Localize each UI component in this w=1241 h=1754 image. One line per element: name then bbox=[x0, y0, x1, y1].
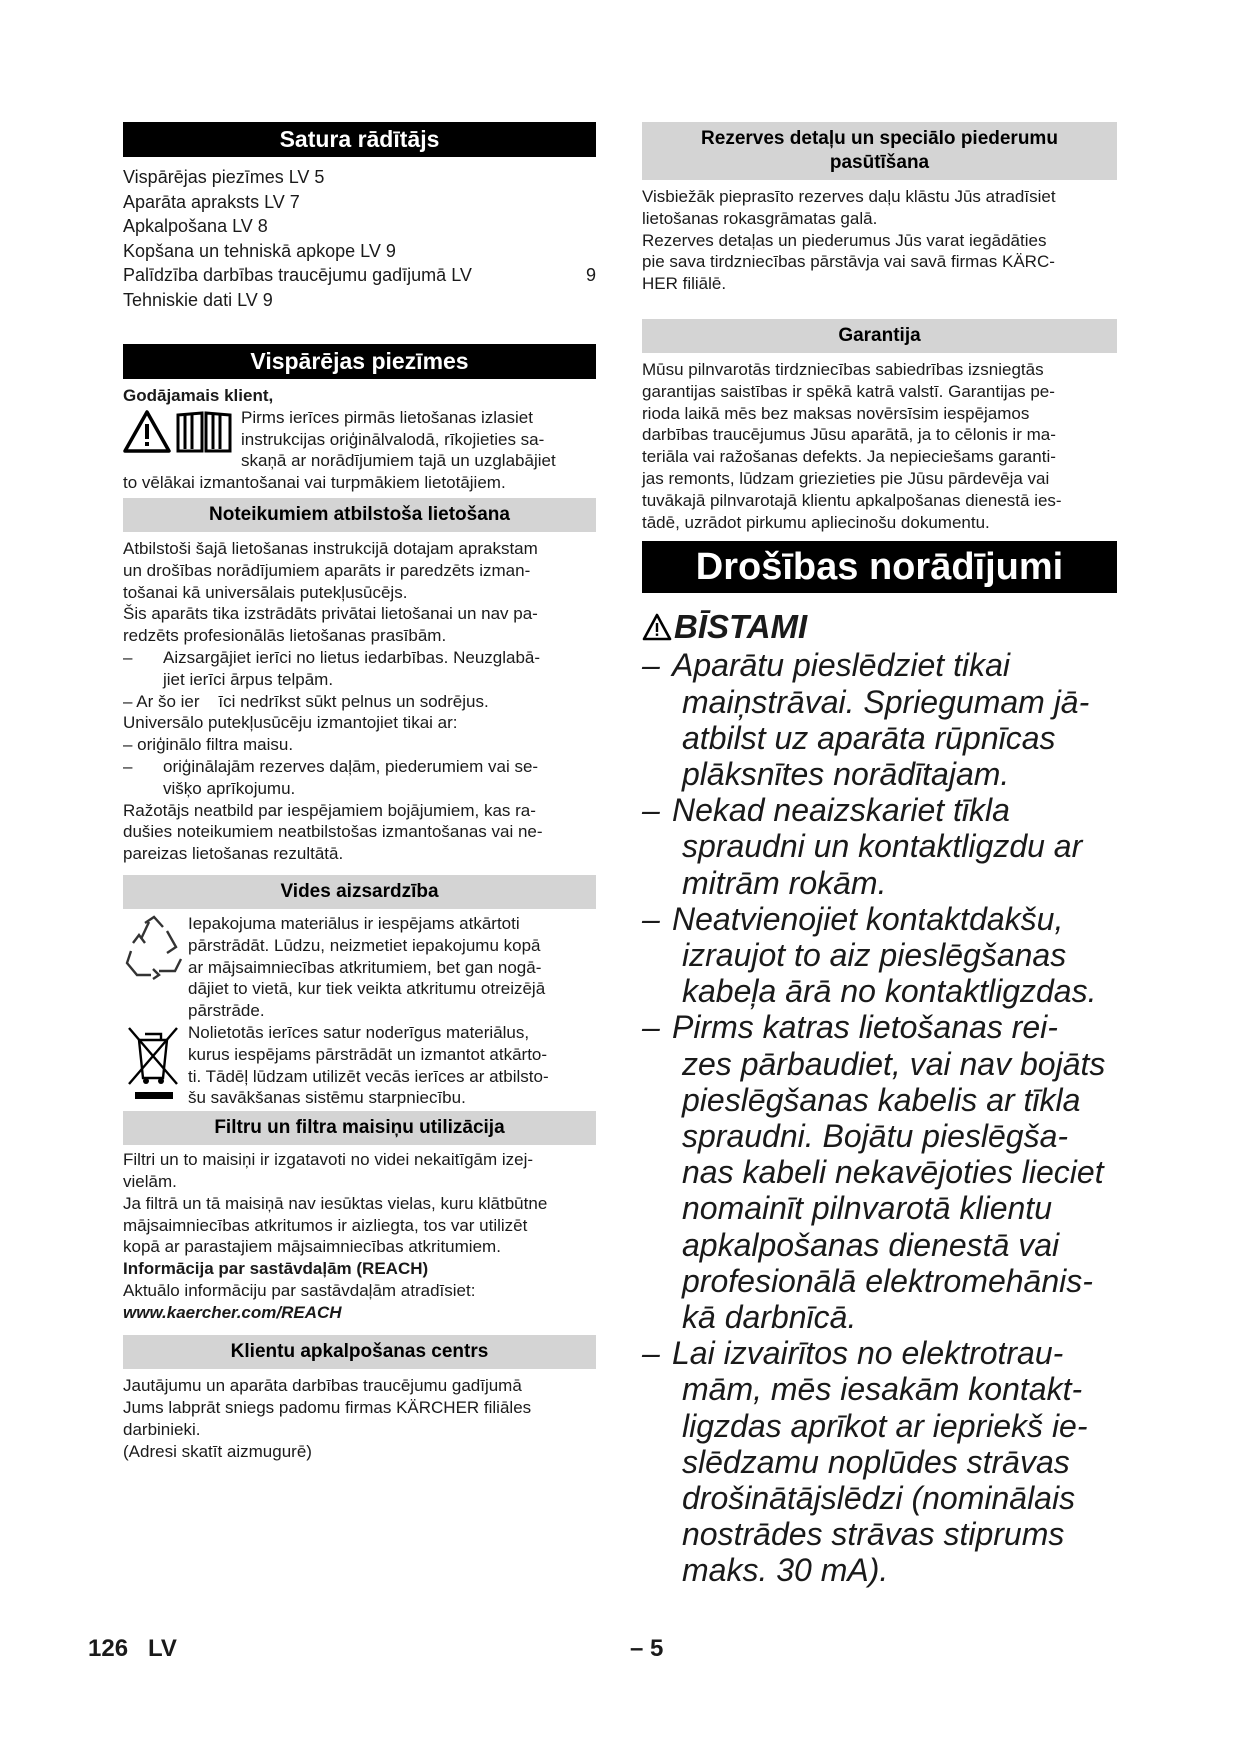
list-item: – Ar šo ier īci nedrīkst sūkt pelnus un sodrējus. bbox=[123, 691, 489, 711]
open-book-icon bbox=[175, 409, 233, 453]
toc-title: Satura rādītājs bbox=[123, 122, 596, 157]
environment-block-recycle: Iepakojuma materiālus ir iespējams atkārtoti pārstrādāt. Lūdzu, neizmetiet iepakojumu kopā ar mājsaimniecības atkritumiem, bet gan nogā- dājiet to vietā, kur tiek veikta atkritumu otreizējā pārstrāde. bbox=[123, 913, 596, 1022]
left-column bbox=[123, 122, 596, 1463]
warning-triangle-icon bbox=[642, 613, 672, 641]
toc-item[interactable]: Tehniskie dati LV 9 bbox=[123, 289, 273, 310]
toc-list bbox=[123, 165, 596, 312]
list-item: – Aizsargājiet ierīci no lietus iedarbības. Neuzglabā- jiet ierīci ārpus telpām. bbox=[123, 647, 541, 689]
salutation: Godājamais klient, bbox=[123, 386, 274, 405]
toc-item[interactable]: Vispārējas piezīmes LV 5 bbox=[123, 167, 325, 187]
crossed-bin-icon bbox=[123, 1022, 185, 1102]
danger-label: BĪSTAMI bbox=[674, 608, 808, 646]
reach-title: Informācija par sastāvdaļām (REACH) bbox=[123, 1259, 429, 1279]
filters-body: Filtri un to maisiņi ir izgatavoti no videi nekaitīgām izej- vielām. Ja filtrā un tā maisiņā nav iesūktas vielas, kuru klātbūtne mājsaimniecības atkritumos ir aizliegta, tos var utilizēt kopā ar parastajiem mājsaimniecības atkritumiem. Informācija par sastāvdaļām (REACH) Aktuālo informāciju par sastāvdaļām atradīsiet: www.kaercher.com/REACH bbox=[123, 1149, 596, 1323]
danger-item: – Lai izvairītos no elektrotrau- mām, mēs iesakām kontakt- ligzdas aprīkot ar iepriekš ie- slēdzamu noplūdes strāvas drošinātājslēdzi (nominālais nostrādes strāvas stiprums maks. 30 mA). bbox=[642, 1335, 1088, 1589]
section-title-filters: Filtru un filtra maisiņu utilizācija bbox=[123, 1111, 596, 1145]
list-item: – oriģinālo filtra maisu. bbox=[123, 735, 294, 755]
toc-item[interactable]: Palīdzība darbības traucējumu gadījumā LV 9 bbox=[123, 263, 596, 288]
section-title-intended-use: Noteikumiem atbilstoša lietošana bbox=[123, 498, 596, 532]
intro-text: Pirms ierīces pirmās lietošanas izlasiet instrukcijas oriģinālvalodā, rīkojieties sa- skaņā ar norādījumiem tajā un uzglabājiet bbox=[241, 407, 556, 471]
danger-item: – Aparātu pieslēdziet tikai maiņstrāvai. Spriegumam jā- atbilst uz aparāta rūpnīcas plāksnītes norādītajam. bbox=[642, 647, 1090, 792]
intro-tail: to vēlākai izmantošanai vai turpmākiem lietotājiem. bbox=[123, 473, 506, 493]
toc-page-number: 9 bbox=[585, 265, 596, 285]
section-title-general: Vispārējas piezīmes bbox=[123, 344, 596, 379]
danger-item: – Neatvienojiet kontaktdakšu, izraujot to aiz pieslēgšanas kabeļa ārā no kontaktligzdas. bbox=[642, 900, 1097, 1010]
danger-heading bbox=[642, 607, 1117, 647]
list-item: – oriģinālajām rezerves daļām, piederumiem vai se- višķo aprīkojumu. bbox=[123, 756, 539, 798]
toc-item[interactable]: Apkalpošana LV 8 bbox=[123, 216, 268, 236]
service-body: Jautājumu un aparāta darbības traucējumu gadījumā Jums labprāt sniegs padomu firmas KÄRCHER filiāles darbinieki. (Adresi skatīt aizmugurē) bbox=[123, 1376, 532, 1461]
intro-block bbox=[123, 407, 596, 472]
intro-icons bbox=[123, 407, 241, 453]
warning-triangle-icon bbox=[123, 409, 171, 453]
toc-item[interactable]: Kopšana un tehniskā apkope LV 9 bbox=[123, 240, 396, 261]
spare-parts-body: Visbiežāk pieprasīto rezerves daļu klāstu Jūs atradīsiet lietošanas rokasgrāmatas galā. Rezerves detaļas un piederumus Jūs varat iegādāties pie sava tirdzniecības pārstāvja vai savā firmas KÄRC- HER filiālē. bbox=[642, 187, 1056, 294]
section-title-service: Klientu apkalpošanas centrs bbox=[123, 1335, 596, 1369]
section-title-warranty: Garantija bbox=[642, 319, 1117, 353]
toc-item[interactable]: Aparāta apraksts LV 7 bbox=[123, 191, 300, 212]
danger-item: – Pirms katras lietošanas rei- zes pārbaudiet, vai nav bojāts pieslēgšanas kabelis ar tīkla spraudni. Bojātu pieslēgša- nas kabeli nekavējoties lieciet nomainīt pilnvarotā klientu apkalpošanas dienestā vai profesionālā elektromehānis- kā darbnīcā. bbox=[642, 1009, 1106, 1336]
right-column bbox=[642, 122, 1117, 1589]
environment-block-weee: Nolietotās ierīces satur noderīgus materiālus, kurus iespējams pārstrādāt un izmantot atkārto- ti. Tādēļ lūdzam utilizēt vecās ierīces ar atbilsto- šu savākšanas sistēmu starpniecību. bbox=[123, 1022, 596, 1109]
danger-item: – Nekad neaizskariet tīkla spraudni un kontaktligzdu ar mitrām rokām. bbox=[642, 792, 1083, 901]
section-title-safety: Drošības norādījumi bbox=[642, 541, 1117, 593]
reach-link[interactable]: www.kaercher.com/REACH bbox=[123, 1302, 342, 1322]
section-title-environment: Vides aizsardzība bbox=[123, 875, 596, 909]
intended-use-body: Atbilstoši šajā lietošanas instrukcijā dotajam aprakstam un drošības norādījumiem aparāts ir paredzēts izman- tošanai kā universālais putekļusūcējs. Šis aparāts tika izstrādāts privātai lietošanai un nav pa- redzēts profesionālās lietošanas prasībām. – Aizsargājiet ierīci no lietus iedarbības. Neuzglabā- jiet ierīci ārpus telpām. – Ar šo ier īci nedrīkst sūkt pelnus un sodrējus. Universālo putekļusūcēju izmantojiet tikai ar: – oriģinālo filtra maisu. – oriģinālajām rezerves daļām, piederumiem vai se- višķo aprīkojumu. Ražotājs neatbild par iespējamiem bojājumiem, kas ra- dušies noteikumiem neatbilstošas izmantošanas vai ne- pareizas lietošanas rezultātā. bbox=[123, 538, 596, 865]
recycle-icon bbox=[123, 913, 185, 983]
footer-page-label: 126 LV bbox=[88, 1635, 177, 1662]
warranty-body: Mūsu pilnvarotās tirdzniecības sabiedrības izsniegtās garantijas saistības ir spēkā katrā valstī. Garantijas pe- rioda laikā mēs bez maksas novērsīsim iespējamos darbības traucējumus Jūsu aparātā, ja to cēlonis ir ma- teriāla vai ražošanas defekts. Ja nepieciešams garanti- jas remonts, lūdzam griezieties pie Jūsu pārdevēja vai tuvākajā pilnvarotajā klientu apkalpošanas dienestā ies- tādē, uzrādot pirkumu apliecinošu dokumentu. bbox=[642, 359, 1062, 532]
danger-list bbox=[642, 647, 1117, 1588]
footer-page-number: – 5 bbox=[630, 1635, 664, 1662]
section-title-spare-parts: Rezerves detaļu un speciālo piederumu pasūtīšana bbox=[642, 122, 1117, 180]
